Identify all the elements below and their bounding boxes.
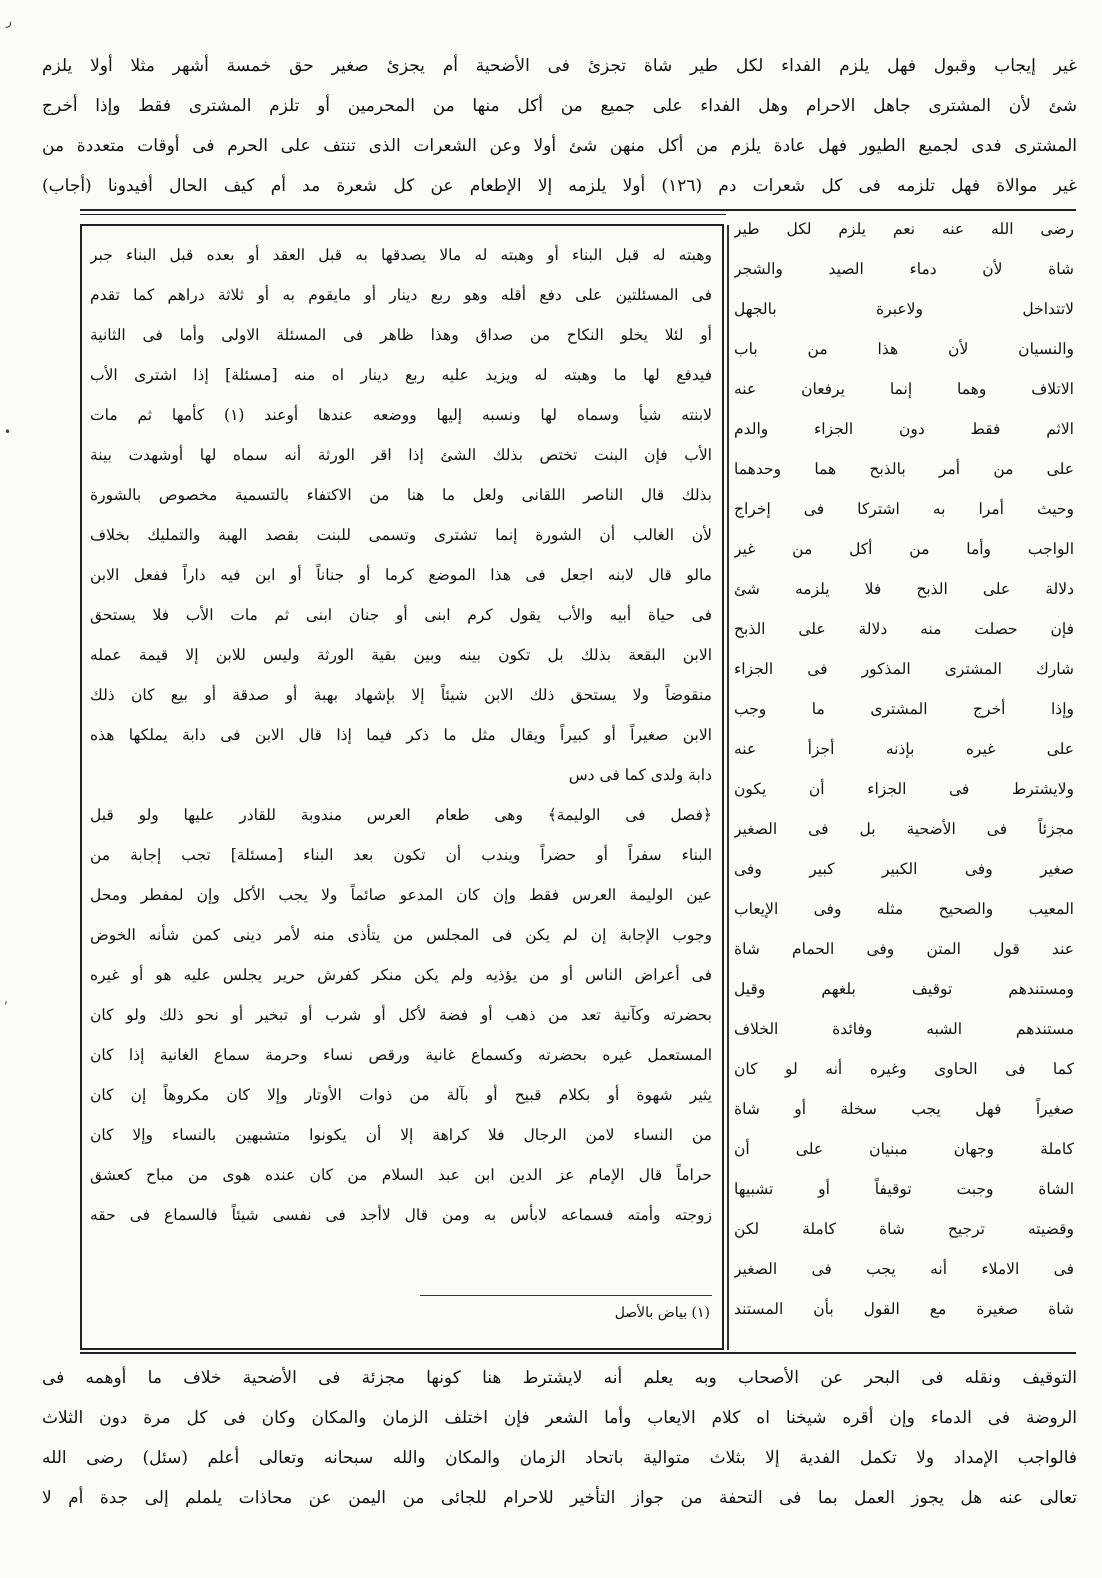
side-line: شارك المشترى المذكور فى الجزاء: [734, 660, 1074, 678]
side-line: صغير وفى الكبير كبير وفى: [734, 860, 1074, 878]
top-line: المشترى فدى لجميع الطيور فهل عادة يلزم من أكل منهن شئ أولا وعن الشعرات الذى تنتف على الحرم فى أوقات متعددة من: [42, 136, 1077, 156]
top-rule-thin: [80, 214, 726, 215]
side-line: الشاة وجبت توقيفاً أو تشبيها: [734, 1180, 1074, 1198]
side-line: ولايشترط فى الجزاء أن يكون: [734, 780, 1074, 798]
inner-line: الابن البقعة بذلك بل تكون بينه وبين بقية الورثة وليس للابن إلا قيمة عمله: [90, 646, 712, 664]
inner-line: أو لئلا يخلو النكاح من صداق وهذا ظاهر فى المسئلة الاولى وأما فى الثانية: [90, 326, 712, 344]
footnote: (١) بياض بالأصل: [614, 1305, 710, 1321]
bottom-rule: [80, 1352, 1076, 1354]
inner-line: البناء سفراً أو حضراً ويندب أن تكون بعد البناء [مسئلة] تجب إجابة من: [90, 846, 712, 864]
inner-line: فى أعراض الناس أو من يؤذيه ولم يكن منكر كفرش حرير يجلس عليه هو أو غيره: [90, 966, 712, 984]
scan-mark-left-lower: ‚: [4, 992, 8, 1006]
side-line: والنسيان لأن هذا من باب: [734, 340, 1074, 358]
inner-line: بذلك قال الناصر اللقانى ولعل ما هنا من الاكتفاء بالتسمية مخصوص بالشورة: [90, 486, 712, 504]
column-separator: [727, 225, 729, 1350]
inner-line: ﴿فصل فى الوليمة﴾ وهى طعام العرس مندوبة للقادر عليها ولو قبل: [90, 806, 712, 824]
side-line: شاة لأن دماء الصيد والشجر: [734, 260, 1074, 278]
side-line: دلالة على الذبح فلا يلزمه شئ: [734, 580, 1074, 598]
side-line: فى الاملاء أنه يجب فى الصغير: [734, 1260, 1074, 1278]
side-line: عند قول المتن وفى الحمام شاة: [734, 940, 1074, 958]
inner-line: بحضرته وكآنية تعد من ذهب أو فضة لأكل أو شرب أو تبخير أو نحو ذلك ولو كان: [90, 1006, 712, 1024]
inner-line: فى حياة أبيه والأب يقول كرم ابنى أو جنان ابنى ثم مات الأب فلا يستحق: [90, 606, 712, 624]
inner-line: حراماً قال الإمام عز الدين ابن عبد السلام من كان عنده هوى من مباح كعشق: [90, 1166, 712, 1184]
side-line: رضى الله عنه نعم يلزم لكل طير: [734, 220, 1074, 238]
inner-line: يثير شهوة أو بكلام قبيح أو بآلة من ذوات الأوتار وإلا كان مكروهاً إن كان: [90, 1086, 712, 1104]
side-line: وحيث أمرا به اشتركا فى إخراج: [734, 500, 1074, 518]
inner-line: زوجته وأمته فسماعه لابأس به ومن قال لاأجد فى نفسى شيئاً فالسماع فى حقه: [90, 1206, 712, 1224]
side-line: على غيره بإذنه أجزأ عنه: [734, 740, 1074, 758]
bottom-line: فالواجب الإمداد ولا تكمل الفدية إلا بثلاث متوالية باتحاد الزمان والمكان والله سبحانه وتعالى أعلم (سئل) رضى الله: [42, 1448, 1077, 1468]
scan-mark-left: •: [4, 425, 12, 439]
side-line: وإذا أخرج المشترى ما وجب: [734, 700, 1074, 718]
bottom-line: تعالى عنه هل يجوز العمل بما فى التحفة من جواز التأخير للاحرام للجائى من اليمن عن محاذات يلملم إلى جدة أم لا: [42, 1488, 1077, 1508]
inner-line: لابنته شيأ وسماه لها ونسبه إليها ووضعه عندها أوعند (١) كأمها ثم مات: [90, 406, 712, 424]
side-line: شاة صغيرة مع القول بأن المستند: [734, 1300, 1074, 1318]
top-rule: [80, 209, 1076, 211]
side-line: وقضيته ترجيح شاة كاملة لكن: [734, 1220, 1074, 1238]
top-line: شئ لأن المشترى جاهل الاحرام وهل الفداء على جميع من أكل منها من المحرمين أو تلزم المشترى فقط وإذا أخرج: [42, 96, 1077, 116]
inner-line: فيدفع لها ما وهبته له ويزيد عليه ربع دينار اه منه [مسئلة] إذا اشترى الأب: [90, 366, 712, 384]
side-line: الاثم فقط دون الجزاء والدم: [734, 420, 1074, 438]
scan-mark-top-left: ر: [6, 14, 12, 28]
side-line: مستندهم الشبه وفائدة الخلاف: [734, 1020, 1074, 1038]
side-line: صغيراً فهل يجب سخلة أو شاة: [734, 1100, 1074, 1118]
side-line: فإن حصلت منه دلالة على الذبح: [734, 620, 1074, 638]
inner-line: لأن الغالب أن الشورة إنما تشترى وتسمى للبنت بقصد الهبة والتمليك بخلاف: [90, 526, 712, 544]
inner-line: الأب فإن البنت تختص بذلك الشئ إذا اقر الورثة أنه سماه لها أوشهدت بينة: [90, 446, 712, 464]
footnote-rule: [420, 1295, 712, 1296]
side-line: المعيب والصحيح مثله وفى الإيعاب: [734, 900, 1074, 918]
inner-line: مالو قال لابنه اجعل فى هذا الموضع كرما أو جناناً أو ابن فيه داراً ففعل الابن: [90, 566, 712, 584]
inner-line: عين الوليمة العرس فقط وإن كان المدعو صائماً ولا يجب الأكل وإن لمفطر ومحل: [90, 886, 712, 904]
inner-line: وجوب الإجابة إن لم يكن فى المجلس من يتأذى منه لأمر دينى كمن شأنه الخوض: [90, 926, 712, 944]
side-line: مجزئاً فى الأضحية بل فى الصغير: [734, 820, 1074, 838]
side-line: على من أمر بالذبح هما وحدهما: [734, 460, 1074, 478]
side-line: الاتلاف وهما إنما يرفعان عنه: [734, 380, 1074, 398]
top-line: غير موالاة فهل تلزمه فى كل شعرات دم (١٢٦) أولا يلزمه إلا الإطعام عن كل شعرة مد أم كيف الحال أفيدونا (أجاب): [42, 176, 1077, 196]
side-line: ومستندهم توقيف بلغهم وقيل: [734, 980, 1074, 998]
bottom-line: الروضة فى الدماء وإن أقره شيخنا اه كلام الايعاب وأما الشعر فإن اختلف الزمان والمكان وكان فى كل مرة دون الثلاث: [42, 1408, 1077, 1428]
inner-line: فى المسئلتين على دفع أقله وهو ربع دينار أو مايقوم به أو ثلاثة دراهم كما تقدم: [90, 286, 712, 304]
inner-line: من النساء لامن الرجال فلا كراهة إلا أن يكونوا متشبهين بالنساء وإلا كان: [90, 1126, 712, 1144]
side-line: لاتتداخل ولاعبرة بالجهل: [734, 300, 1074, 318]
inner-line: منقوضاً ولا يستحق ذلك الابن شيئاً إلا بإشهاد بهبة أو صدقة أو بيع كان ذلك: [90, 686, 712, 704]
inner-line: وهبته له قبل البناء أو وهبته له مالا يصدقها به قبل العقد أو بعده قبل البناء جبر: [90, 246, 712, 264]
bottom-line: التوقيف ونقله فى البحر عن الأصحاب وبه يعلم أنه لايشترط هنا كونها مجزئة فى الأضحية خلاف ما أوهمه فى: [42, 1368, 1077, 1388]
side-line: كما فى الحاوى وغيره أنه لو كان: [734, 1060, 1074, 1078]
inner-line: الابن صغيراً أو كبيراً ويقال مثل ما ذكر فيما إذا قال الابن فى دابة يملكها هذه: [90, 726, 712, 744]
top-line: غير إيجاب وقبول فهل يلزم الفداء لكل طير شاة تجزئ فى الأضحية أم يجزئ صغير حق خمسة أشهر مثلا أولا يلزم: [42, 56, 1077, 76]
side-line: كاملة وجهان مبنيان على أن: [734, 1140, 1074, 1158]
inner-line: المستعمل غيره بحضرته وكسماع غانية ورقص نساء وحرمة سماع الغانية إذا كان: [90, 1046, 712, 1064]
side-line: الواجب وأما من أكل من غير: [734, 540, 1074, 558]
inner-line: دابة ولدى كما فى دس: [568, 766, 712, 784]
